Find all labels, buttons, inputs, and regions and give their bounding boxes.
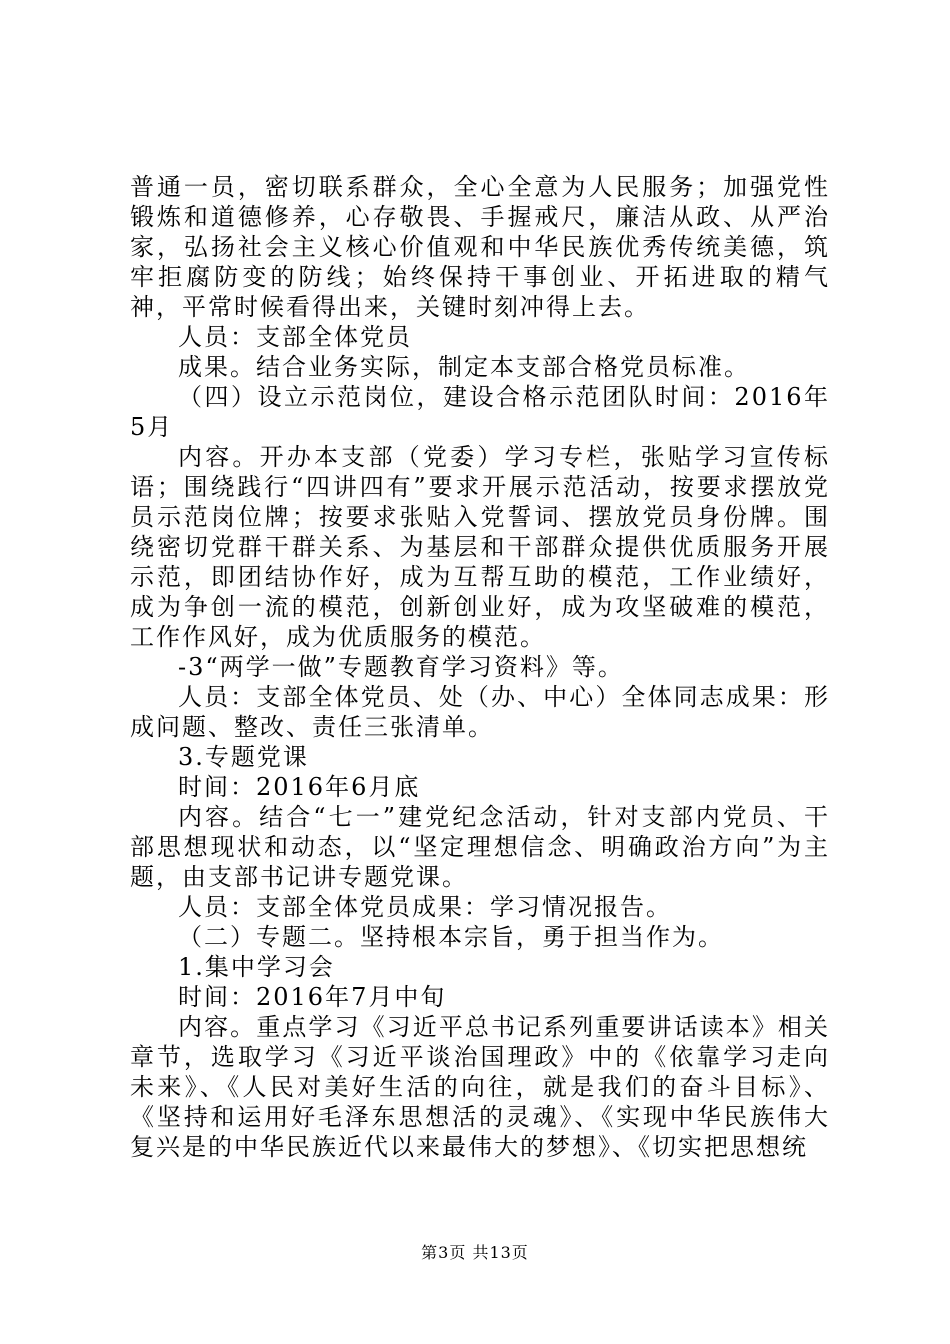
document-body (130, 172, 830, 1162)
paragraph-10: 内容。结合“七一”建党纪念活动，针对支部内党员、干部思想现状和动态，以“坚定理想信念、明确政治方向”为主题，由支部书记讲专题党课。 (130, 803, 830, 891)
paragraph-9: 时间：2016年6月底 (178, 773, 421, 801)
paragraph-4: （四）设立示范岗位，建设合格示范团队时间：2016年5月 (130, 383, 830, 441)
page-number-footer: 第3页 共13页 (421, 1243, 529, 1262)
paragraph-6: -3“两学一做”专题教育学习资料》等。 (178, 653, 624, 681)
paragraph-2: 人员：支部全体党员 (178, 323, 412, 351)
paragraph-11: 人员：支部全体党员成果：学习情况报告。 (178, 893, 672, 921)
paragraph-15: 内容。重点学习《习近平总书记系列重要讲话读本》相关章节，选取学习《习近平谈治国理政》中的《依靠学习走向未来》、《人民对美好生活的向往，就是我们的奋斗目标》、《坚持和运用好毛泽东思想活的灵魂》、《实现中华民族伟大复兴是的中华民族近代以来最伟大的梦想》、《切实把思想统 (130, 1013, 830, 1161)
paragraph-5: 内容。开办本支部（党委）学习专栏，张贴学习宣传标语；围绕践行“四讲四有”要求开展示范活动，按要求摆放党员示范岗位牌；按要求张贴入党誓词、摆放党员身份牌。围绕密切党群干群关系、为基层和干部群众提供优质服务开展示范，即团结协作好，成为互帮互助的模范，工作业绩好，成为争创一流的模范，创新创业好，成为攻坚破难的模范，工作作风好，成为优质服务的模范。 (130, 443, 830, 651)
paragraph-1: 普通一员，密切联系群众，全心全意为人民服务；加强党性锻炼和道德修养，心存敬畏、手握戒尺，廉洁从政、从严治家，弘扬社会主义核心价值观和中华民族优秀传统美德，筑牢拒腐防变的防线；始终保持干事创业、开拓进取的精气神，平常时候看得出来，关键时刻冲得上去。 (130, 173, 830, 321)
paragraph-7: 人员：支部全体党员、处（办、中心）全体同志成果：形成问题、整改、责任三张清单。 (130, 683, 830, 741)
paragraph-8: 3.专题党课 (178, 743, 309, 771)
paragraph-12: （二）专题二。坚持根本宗旨，勇于担当作为。 (178, 923, 724, 951)
paragraph-14: 时间：2016年7月中旬 (178, 983, 447, 1011)
paragraph-13: 1.集中学习会 (178, 953, 335, 981)
paragraph-3: 成果。结合业务实际，制定本支部合格党员标准。 (178, 353, 750, 381)
